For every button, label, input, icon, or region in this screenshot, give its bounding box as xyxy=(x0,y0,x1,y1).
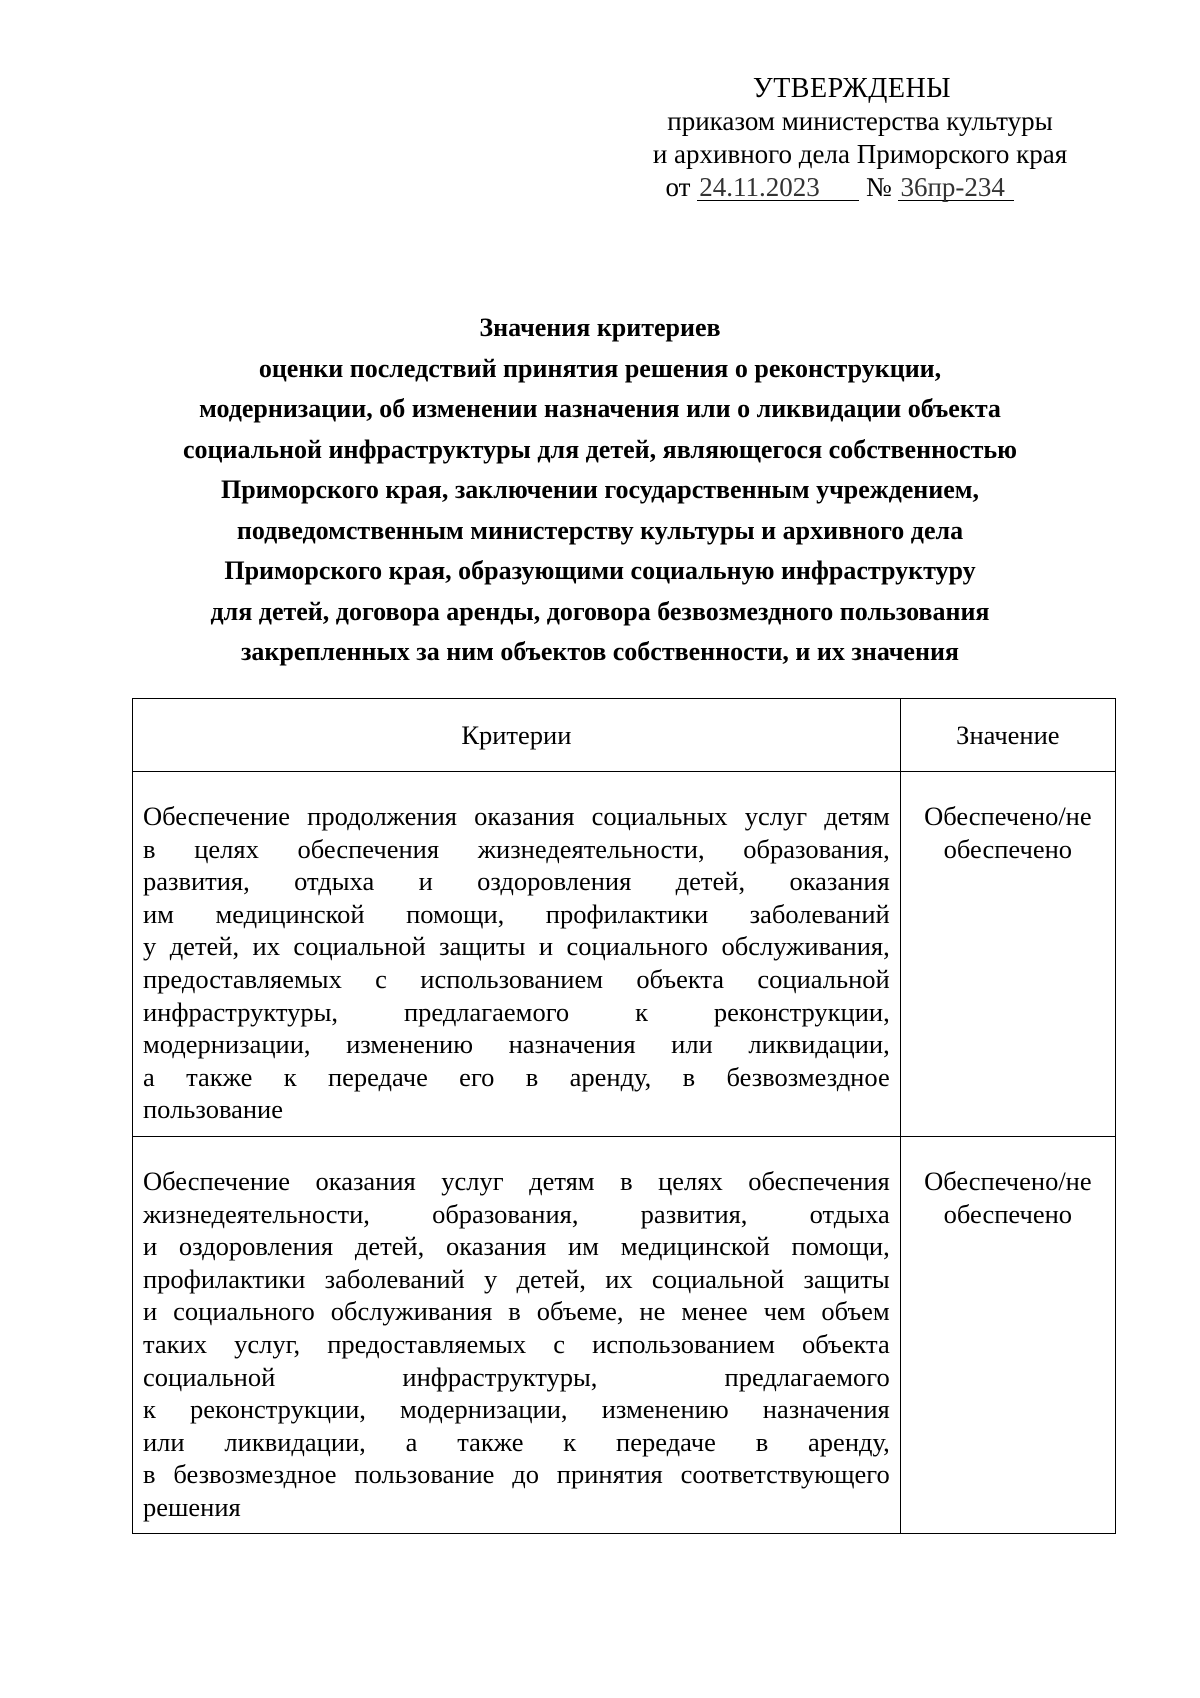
criterion-line: а также к передаче его в аренду, в безвозмездное xyxy=(143,1061,890,1092)
criterion-line: им медицинской помощи, профилактики заболеваний xyxy=(143,898,890,929)
criterion-line: у детей, их социальной защиты и социального обслуживания, xyxy=(143,931,890,962)
approval-date-line xyxy=(580,171,1100,204)
criterion-line: Обеспечение продолжения оказания социальных услуг детям xyxy=(143,801,890,831)
approval-stamp: УТВЕРЖДЕНЫ xyxy=(752,73,952,104)
criterion-line: пользование xyxy=(143,1094,284,1125)
criterion-line: модернизации, изменению назначения или ликвидации, xyxy=(143,1029,890,1060)
title-line: социальной инфраструктуры для детей, являющегося собственностью xyxy=(182,434,1017,464)
title-line: Значения критериев xyxy=(479,313,721,342)
value-line: обеспечено xyxy=(943,833,1073,864)
value-line: обеспечено xyxy=(943,1198,1073,1229)
criterion-line: жизнедеятельности, образования, развития, отдыха xyxy=(143,1198,890,1229)
title-line: модернизации, об изменении назначения или о ликвидации объекта xyxy=(199,394,1001,423)
criterion-line: развития, отдыха и оздоровления детей, оказания xyxy=(143,866,890,897)
criteria-table xyxy=(132,698,1116,1534)
criterion-line: и оздоровления детей, оказания им медицинской помощи, xyxy=(143,1231,890,1262)
criterion-line: и социального обслуживания в объеме, не менее чем объем xyxy=(143,1296,890,1327)
title-line: Приморского края, заключении государственным учреждением, xyxy=(221,475,979,504)
criterion-line: Обеспечение оказания услуг детям в целях обеспечения xyxy=(143,1165,890,1196)
title-line: оценки последствий принятия решения о реконструкции, xyxy=(258,353,942,383)
criterion-cell xyxy=(133,1136,901,1534)
criterion-line: предоставляемых с использованием объекта социальной xyxy=(143,963,890,994)
criterion-line: социальной инфраструктуры, предлагаемого xyxy=(143,1361,890,1392)
approval-line-1: приказом министерства культуры xyxy=(667,106,1053,136)
criterion-line: инфраструктуры, предлагаемого к реконструкции, xyxy=(143,996,890,1027)
criterion-line: в безвозмездное пользование до принятия соответствующего xyxy=(143,1459,890,1490)
title-line: Приморского края, образующими социальную инфраструктуру xyxy=(224,556,976,585)
header-criteria: Критерии xyxy=(133,699,901,772)
criterion-line: таких услуг, предоставляемых с использованием объекта xyxy=(143,1328,890,1359)
approval-line-2: и архивного дела Приморского края xyxy=(652,139,1068,169)
value-line: Обеспечено/не xyxy=(924,1165,1092,1196)
order-date: 24.11.2023 xyxy=(697,174,859,201)
approval-block xyxy=(600,72,1120,204)
value-line: Обеспечено/не xyxy=(924,801,1092,831)
document-title xyxy=(140,308,1060,673)
value-cell xyxy=(900,772,1115,1137)
table-row xyxy=(133,1136,1116,1534)
title-line: подведомственным министерству культуры и архивного дела xyxy=(236,515,964,545)
criterion-line: или ликвидации, а также к передаче в аренду, xyxy=(143,1426,890,1457)
title-line: закрепленных за ним объектов собственности, и их значения xyxy=(240,637,960,666)
value-cell xyxy=(900,1136,1115,1534)
date-prefix: от xyxy=(665,172,691,202)
criterion-cell xyxy=(133,772,901,1137)
table-header-row xyxy=(133,699,1116,772)
header-value: Значение xyxy=(900,699,1115,772)
criterion-line: профилактики заболеваний у детей, их социальной защиты xyxy=(143,1263,890,1294)
order-number: 36пр-234 xyxy=(898,174,1014,201)
number-prefix: № xyxy=(865,172,892,202)
title-line: для детей, договора аренды, договора безвозмездного пользования xyxy=(210,596,990,626)
criterion-line: в целях обеспечения жизнедеятельности, образования, xyxy=(143,833,890,864)
criterion-line: к реконструкции, модернизации, изменению назначения xyxy=(143,1394,890,1425)
criterion-line: решения xyxy=(143,1491,241,1522)
table-row xyxy=(133,772,1116,1137)
